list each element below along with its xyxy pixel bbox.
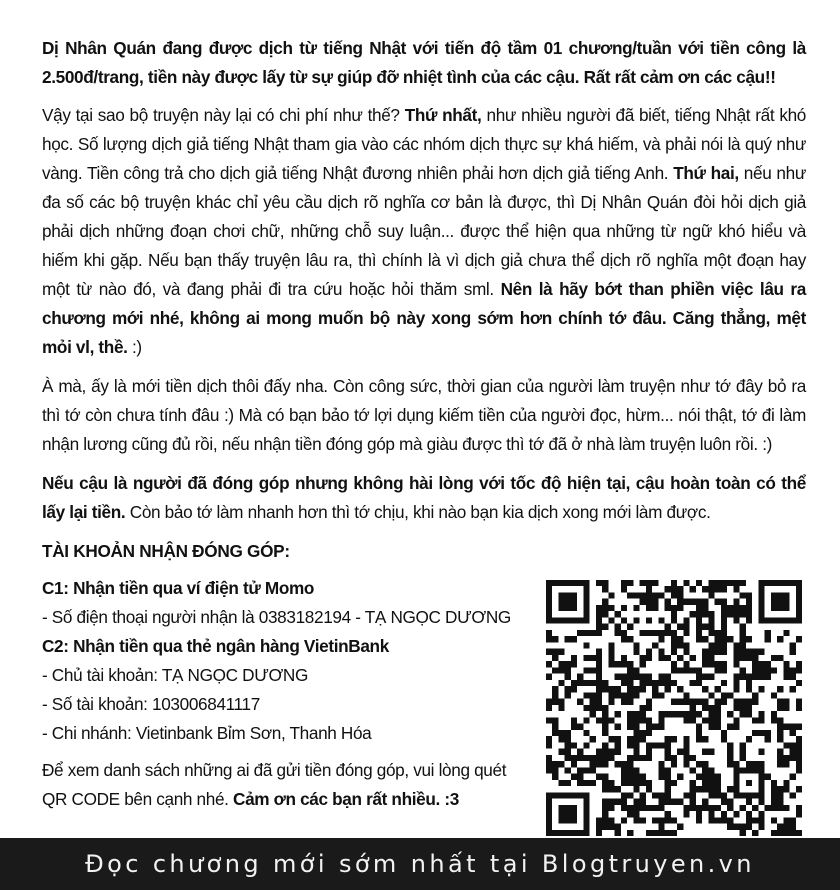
- effort-paragraph: À mà, ấy là mới tiền dịch thôi đấy nha. Còn công sức, thời gian của người làm truyện như tớ đây bỏ ra thì tớ còn chưa tính đâu :) Mà có bạn bảo tớ lợi dụng kiếm tiền của người đọc, hừm... nói thật, tớ đi làm nhận lương cũng đủ rồi, nếu nhận tiền đóng góp mà giàu được thì tớ đã ở nhà làm truyện luôn rồi. :): [42, 376, 806, 454]
- refund-paragraph: [42, 469, 806, 527]
- refund-bold: Nếu cậu là người đã đóng góp nhưng không hài lòng với tốc độ hiện tại, cậu hoàn toàn có thể lấy lại tiền.: [42, 473, 806, 522]
- reason-text-3: nếu như đa số các bộ truyện khác chỉ yêu cầu dịch rõ nghĩa cơ bản là được, thì Dị Nhân Quán đòi hỏi dịch giả phải dịch những đoạn chơi chữ, những chỗ suy luận... được thể hiện qua những từ ngữ khó hiểu và hiếm khi gặp. Nếu bạn thấy truyện lâu ra, thì chính là vì dịch giả chưa thể dịch rõ nghĩa một đoạn hay một từ nào đó, và đang phải đi tra cứu hoặc hỏi thăm sml.: [42, 163, 806, 299]
- reason-paragraph: [42, 101, 806, 362]
- qr-note-text: Để xem danh sách những ai đã gửi tiền đóng góp, vui lòng quét QR CODE bên cạnh nhé.: [42, 760, 507, 809]
- qr-modules: [546, 580, 802, 836]
- bank-account-number: - Số tài khoản: 103006841117: [42, 694, 260, 714]
- reason-smiley: :): [127, 337, 142, 357]
- reason-first-label: Thứ nhất,: [404, 105, 482, 125]
- bank-branch: - Chi nhánh: Vietinbank Bỉm Sơn, Thanh Hóa: [42, 723, 372, 743]
- qr-note: [42, 756, 522, 814]
- reason-plea: Nên là hãy bớt than phiền việc lâu ra chương mới nhé, không ai mong muốn bộ này xong sớm hơn chính tớ đâu. Căng thẳng, mệt mỏi vl, thề.: [42, 279, 806, 357]
- qr-code-icon[interactable]: [546, 580, 802, 836]
- bank-account-owner: - Chủ tài khoản: TẠ NGỌC DƯƠNG: [42, 665, 308, 685]
- reason-text-2: như nhiều người đã biết, tiếng Nhật rất khó học. Số lượng dịch giả tiếng Nhật tham gia vào các nhóm dịch thực sự khá hiếm, và phải nói là quý như vàng. Tiền công trả cho dịch giả tiếng Nhật đương nhiên phải hơn dịch giả tiếng Anh.: [42, 105, 807, 183]
- reason-second-label: Thứ hai,: [673, 163, 739, 183]
- accounts-list: [42, 574, 522, 814]
- accounts-section: [42, 574, 806, 836]
- vietinbank-title: C2: Nhận tiền qua thẻ ngân hàng VietinBank: [42, 636, 389, 656]
- thanks-text: Cảm ơn các bạn rất nhiều. :3: [233, 789, 459, 809]
- accounts-heading: TÀI KHOẢN NHẬN ĐÓNG GÓP:: [42, 541, 290, 561]
- momo-title: C1: Nhận tiền qua ví điện tử Momo: [42, 578, 315, 598]
- momo-phone: - Số điện thoại người nhận là 0383182194 - TẠ NGỌC DƯƠNG: [42, 607, 511, 627]
- intro-paragraph: Dị Nhân Quán đang được dịch từ tiếng Nhật với tiến độ tầm 01 chương/tuần với tiền công là 2.500đ/trang, tiền này được lấy từ sự giúp đỡ nhiệt tình của các cậu. Rất rất cảm ơn các cậu!!: [42, 38, 806, 87]
- footer-banner: Đọc chương mới sớm nhất tại Blogtruyen.vn: [0, 838, 840, 890]
- refund-rest: Còn bảo tớ làm nhanh hơn thì tớ chịu, khi nào bạn kia dịch xong mới làm được.: [125, 502, 711, 522]
- reason-text-1: Vậy tại sao bộ truyện này lại có chi phí như thế?: [42, 105, 405, 125]
